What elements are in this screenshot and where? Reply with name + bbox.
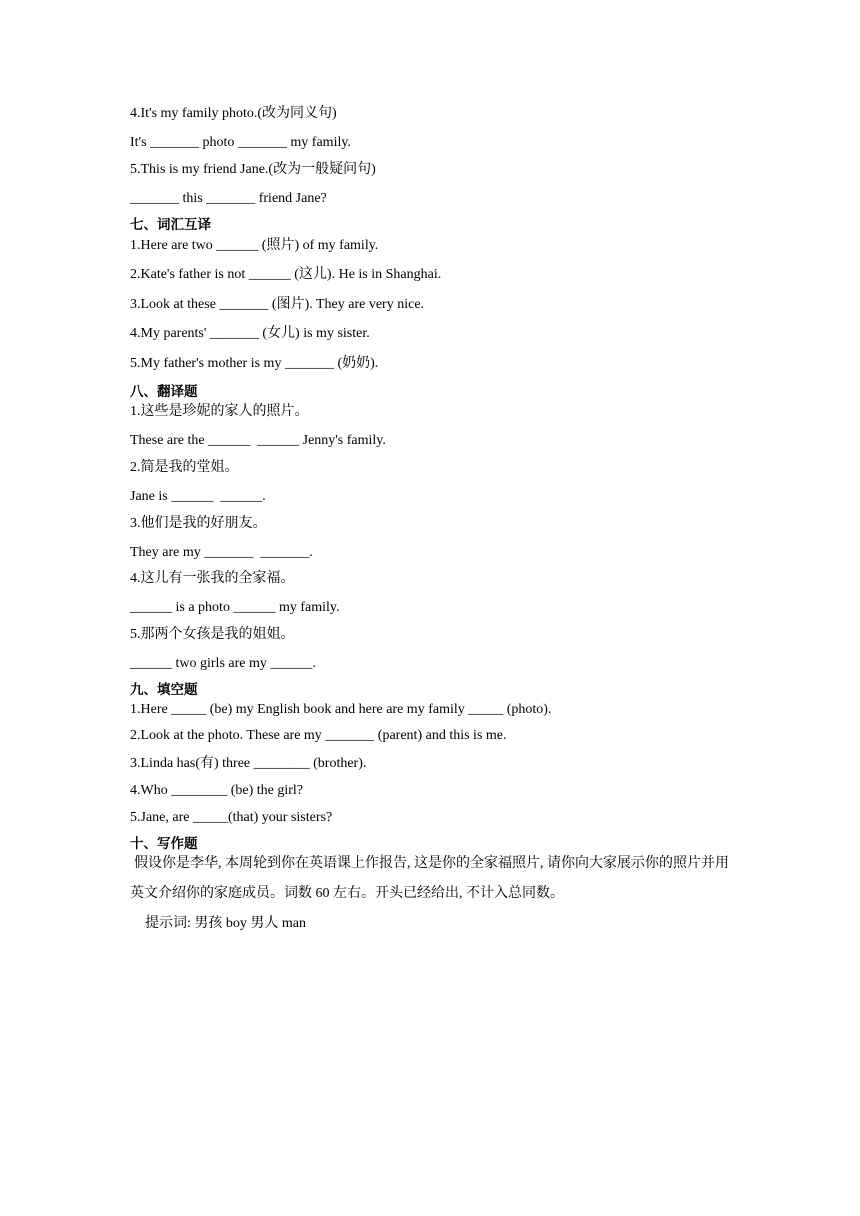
section-7-item-2: 2.Kate's father is not ______ (这儿). He is in Shanghai. bbox=[130, 267, 442, 282]
section-10-heading: 十、写作题 bbox=[130, 836, 198, 852]
section-8-prompt-4: 4.这儿有一张我的全家福。 bbox=[130, 571, 295, 586]
section-9-item-2: 2.Look at the photo. These are my _______ (parent) and this is me. bbox=[130, 728, 507, 743]
writing-hint: 提示词: 男孩 boy 男人 man bbox=[145, 916, 306, 931]
section-7-item-5: 5.My father's mother is my _______ (奶奶). bbox=[130, 356, 379, 371]
section-9-item-4: 4.Who ________ (be) the girl? bbox=[130, 783, 304, 798]
section-9-item-1: 1.Here _____ (be) my English book and here are my family _____ (photo). bbox=[130, 702, 552, 717]
writing-task-paragraph: 假设你是李华, 本周轮到你在英语课上作报告, 这是你的全家福照片, 请你向大家展示你的照片并用英文介绍你的家庭成员。词数 60 左右。开头已经给出, 不计入总同数。 bbox=[130, 856, 729, 901]
section-7-item-3: 3.Look at these _______ (图片). They are very nice. bbox=[130, 297, 425, 312]
section-9-item-5: 5.Jane, are _____(that) your sisters? bbox=[130, 810, 333, 825]
answer-line-6-4: It's _______ photo _______ my family. bbox=[130, 135, 351, 150]
section-8-prompt-5: 5.那两个女孩是我的姐姐。 bbox=[130, 627, 295, 642]
section-8-prompt-3: 3.他们是我的好朋友。 bbox=[130, 516, 267, 531]
section-7-heading: 七、词汇互译 bbox=[130, 217, 211, 233]
section-8-answer-3: They are my _______ _______. bbox=[130, 545, 313, 560]
section-8-answer-1: These are the ______ ______ Jenny's family. bbox=[130, 433, 386, 448]
question-6-5: 5.This is my friend Jane.(改为一般疑问句) bbox=[130, 162, 376, 177]
section-9-heading: 九、填空题 bbox=[130, 682, 198, 698]
section-7-item-4: 4.My parents' _______ (女儿) is my sister. bbox=[130, 326, 370, 341]
section-8-prompt-1: 1.这些是珍妮的家人的照片。 bbox=[130, 404, 309, 419]
section-9-item-3: 3.Linda has(有) three ________ (brother). bbox=[130, 756, 367, 771]
section-8-prompt-2: 2.简是我的堂姐。 bbox=[130, 460, 239, 475]
section-8-answer-4: ______ is a photo ______ my family. bbox=[130, 600, 340, 615]
section-8-heading: 八、翻译题 bbox=[130, 384, 198, 400]
section-7-item-1: 1.Here are two ______ (照片) of my family. bbox=[130, 238, 379, 253]
question-6-4: 4.It's my family photo.(改为同义句) bbox=[130, 106, 337, 121]
section-8-answer-2: Jane is ______ ______. bbox=[130, 489, 266, 504]
section-8-answer-5: ______ two girls are my ______. bbox=[130, 656, 316, 671]
answer-line-6-5: _______ this _______ friend Jane? bbox=[130, 191, 327, 206]
